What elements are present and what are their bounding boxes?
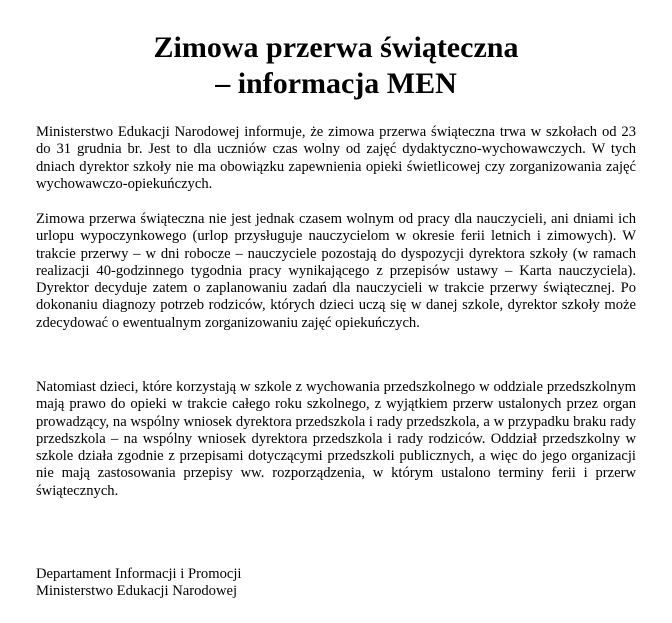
title-line-2: – informacja MEN <box>215 67 457 100</box>
signature-ministry: Ministerstwo Edukacji Narodowej <box>36 583 238 600</box>
title-line-1: Zimowa przerwa świąteczna <box>153 31 519 64</box>
signature-department: Departament Informacji i Promocji <box>36 566 242 582</box>
document-title <box>0 30 672 102</box>
paragraph-2: Zimowa przerwa świąteczna nie jest jednak czasem wolnym od pracy dla nauczycieli, ani dniami ich urlopu wypoczynkowego (urlop przysługuje nauczycielom w okresie ferii letnich i zimowych). W trakcie przerwy – w dni robocze – nauczyciele pozostają do dyspozycji dyrektora szkoły (w ramach realizacji 40-godzinnego tygodnia pracy wynikającego z przepisów ustawy – Karta nauczyciela). Dyrektor decyduje zatem o zaplanowaniu zadań dla nauczycieli w trakcie przerwy świątecznej. Po dokonaniu diagnozy potrzeb rodziców, których dzieci uczą się w danej szkole, dyrektor szkoły może zdecydować o ewentualnym zorganizowaniu zajęć opiekuńczych. <box>36 211 636 331</box>
paragraph-1: Ministerstwo Edukacji Narodowej informuje, że zimowa przerwa świąteczna trwa w szkołach od 23 do 31 grudnia br. Jest to dla uczniów czas wolny od zajęć dydaktyczno-wychowawczych. W tych dniach dyrektor szkoły nie ma obowiązku zapewnienia opieki świetlicowej czy zorganizowania zajęć wychowawczo-opiekuńczych. <box>36 124 636 192</box>
paragraph-3: Natomiast dzieci, które korzystają w szkole z wychowania przedszkolnego w oddziale przedszkolnym mają prawo do opieki w trakcie całego roku szkolnego, z wyjątkiem przerw ustalonych przez organ prowadzący, na wspólny wniosek dyrektora przedszkola i rady przedszkola, a w przypadku braku rady przedszkola – na wspólny wniosek dyrektora przedszkola i rady rodziców. Oddział przedszkolny w szkole działa zgodnie z przepisami dotyczącymi przedszkoli publicznych, a więc do jego organizacji nie mają zastosowania przepisy ww. rozporządzenia, w którym ustalono terminy ferii i przerw świątecznych. <box>36 379 636 499</box>
signature-block <box>36 566 636 601</box>
